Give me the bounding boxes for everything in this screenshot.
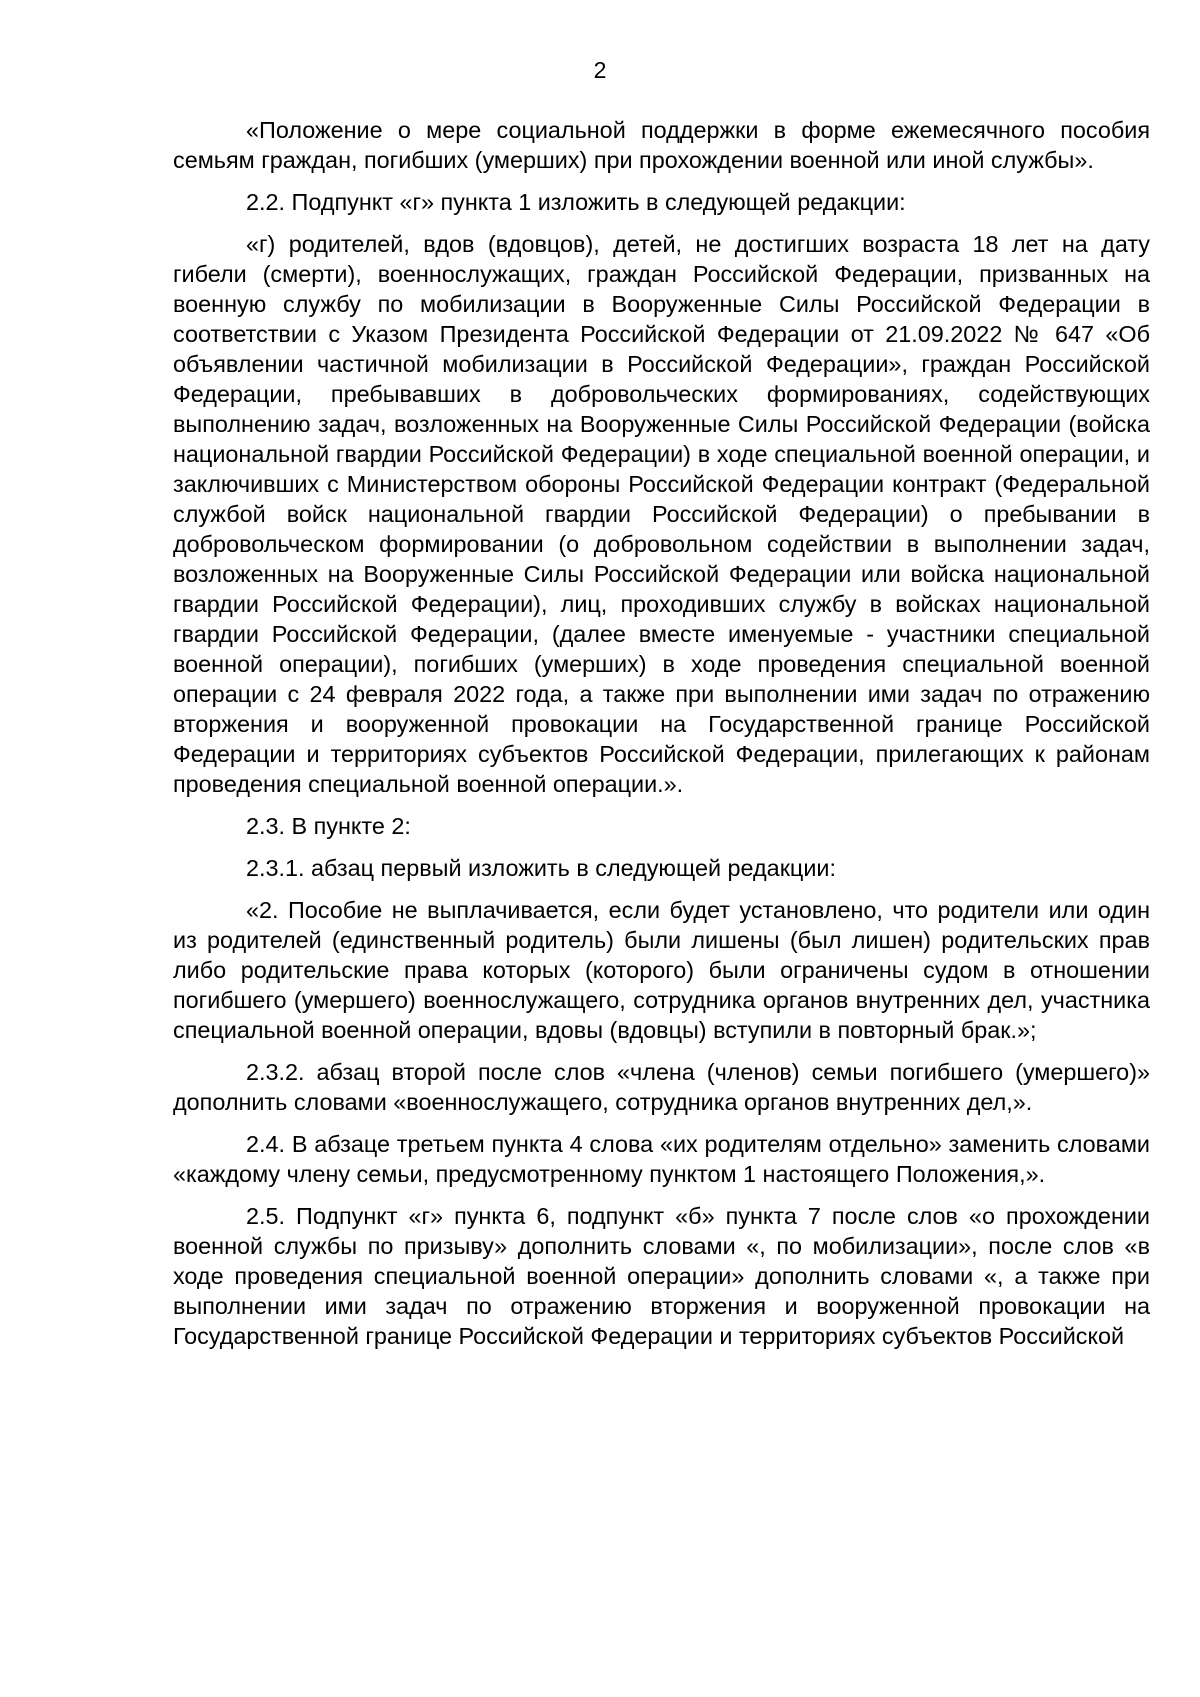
paragraph-title-continuation: «Положение о мере социальной поддержки в форме ежемесячного пособия семьям граждан, погибших (умерших) при прохождении военной или иной службы». bbox=[173, 117, 1150, 173]
paragraph-2-4: 2.4. В абзаце третьем пункта 4 слова «их родителям отдельно» заменить словами «каждому члену семьи, предусмотренному пунктом 1 настоящего Положения,». bbox=[173, 1131, 1150, 1187]
paragraph-2-3-2: 2.3.2. абзац второй после слов «члена (членов) семьи погибшего (умершего)» дополнить словами «военнослужащего, сотрудника органов внутренних дел,». bbox=[173, 1059, 1150, 1115]
paragraph-2-5: 2.5. Подпункт «г» пункта 6, подпункт «б» пункта 7 после слов «о прохождении военной службы по призыву» дополнить словами «, по мобилизации», после слов «в ходе проведения специальной военной операции» дополнить словами «, а также при выполнении ими задач по отражению вторжения и вооруженной провокации на Государственной границе Российской Федерации и территориях субъектов Российской bbox=[173, 1203, 1150, 1349]
paragraph-2-2: 2.2. Подпункт «г» пункта 1 изложить в следующей редакции: bbox=[246, 189, 906, 215]
paragraph-2-3-1: 2.3.1. абзац первый изложить в следующей редакции: bbox=[246, 855, 836, 881]
paragraph-subpoint-g: «г) родителей, вдов (вдовцов), детей, не достигших возраста 18 лет на дату гибели (смерти), военнослужащих, граждан Российской Федерации, призванных на военную службу по мобилизации в Вооруженные Силы Российской Федерации в соответствии с Указом Президента Российской Федерации от 21.09.2022 № 647 «Об объявлении частичной мобилизации в Российской Федерации», граждан Российской Федерации, пребывавших в добровольческих формированиях, содействующих выполнению задач, возложенных на Вооруженные Силы Российской Федерации (войска национальной гвардии Российской Федерации) в ходе специальной военной операции, и заключивших с Министерством обороны Российской Федерации контракт (Федеральной службой войск национальной гвардии Российской Федерации) о пребывании в добровольческом формировании (о добровольном содействии в выполнении задач, возложенных на Вооруженные Силы Российской Федерации или войска национальной гвардии Российской Федерации), лиц, проходивших службу в войсках национальной гвардии Российской Федерации, (далее вместе именуемые - участники специальной военной операции), погибших (умерших) в ходе проведения специальной военной операции с 24 февраля 2022 года, а также при выполнении ими задач по отражению вторжения и вооруженной провокации на Государственной границе Российской Федерации и территориях субъектов Российской Федерации, прилегающих к районам проведения специальной военной операции.». bbox=[173, 231, 1150, 797]
page-number: 2 bbox=[593, 57, 607, 83]
paragraph-point-2-text: «2. Пособие не выплачивается, если будет установлено, что родители или один из родителей (единственный родитель) были лишены (был лишен) родительских прав либо родительские права которых (которого) были ограничены судом в отношении погибшего (умершего) военнослужащего, сотрудника органов внутренних дел, участника специальной военной операции, вдовы (вдовцы) вступили в повторный брак.»; bbox=[173, 897, 1150, 1043]
document-body bbox=[173, 115, 1150, 1363]
paragraph-2-3: 2.3. В пункте 2: bbox=[246, 813, 411, 839]
